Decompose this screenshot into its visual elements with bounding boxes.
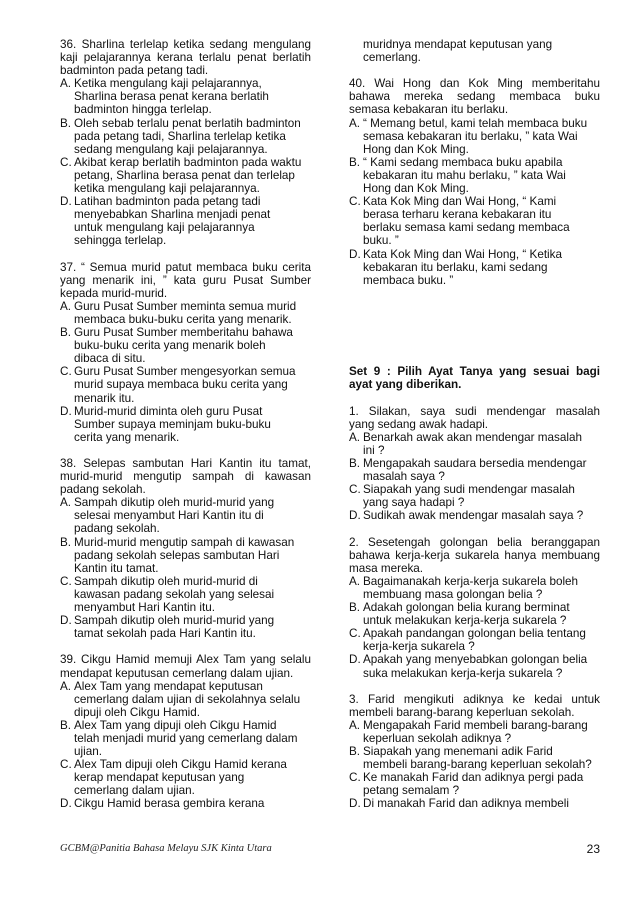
option-letter: D.	[60, 404, 72, 418]
option-letter: C.	[349, 195, 361, 209]
option-letter: D.	[60, 614, 72, 628]
answer-option	[349, 771, 600, 797]
option-text	[363, 195, 600, 247]
text-line: dibaca di situ.	[74, 352, 146, 366]
option-letter: B.	[349, 155, 361, 169]
text-line: Kantin itu tamat.	[74, 561, 159, 575]
text-line: Kata Kok Ming dan Wai Hong, “ Kami	[363, 195, 557, 209]
text-line: Hong dan Kok Ming.	[363, 142, 469, 156]
text-line: yang saya hadapi ?	[363, 496, 465, 510]
text-line: Murid-murid mengutip sampah di kawasan	[74, 535, 295, 549]
text-line: kebakaran itu mahu berlaku, ” kata Wai	[363, 168, 566, 182]
text-line: suka melakukan kerja-kerja sukarela ?	[363, 666, 563, 680]
text-line: telah menjadi murid yang cemerlang dalam	[74, 731, 298, 745]
text-line: Mengapakah saudara bersedia mendengar	[363, 457, 587, 470]
text-line: padang sekolah.	[60, 483, 146, 497]
text-line: padang sekolah selepas sambutan Hari	[74, 548, 280, 562]
text-line: semasa kebakaran itu berlaku.	[349, 103, 509, 117]
answer-option	[60, 117, 311, 156]
spacer	[349, 287, 600, 300]
answer-option	[349, 745, 600, 771]
text-line: Mengapakah Farid membeli barang-barang	[363, 718, 588, 732]
answer-option	[349, 653, 600, 679]
text-line: membaca buku. ”	[363, 273, 454, 287]
text-line: selesai menyambut Hari Kantin itu di	[74, 509, 264, 523]
text-line: Bagaimanakah kerja-kerja sukarela boleh	[363, 574, 579, 588]
section-heading	[349, 365, 600, 391]
text-line: membuang masa golongan belia ?	[363, 587, 543, 601]
option-text	[363, 457, 600, 483]
text-line: 1. Silakan, saya sudi mendengar masalah	[349, 404, 600, 418]
text-line: kebakaran itu berlaku, kami sedang	[363, 260, 548, 274]
spacer	[349, 392, 600, 405]
option-letter: D.	[60, 195, 72, 209]
option-letter: A.	[349, 116, 361, 130]
answer-option	[60, 536, 311, 575]
text-line: sehingga terlelap.	[74, 234, 167, 248]
answer-option	[349, 601, 600, 627]
option-letter	[349, 38, 363, 64]
text-line: untuk melakukan kerja-kerja sukarela ?	[363, 614, 567, 628]
answer-option	[60, 77, 311, 116]
text-line: masalah saya ?	[363, 470, 445, 484]
answer-option	[60, 195, 311, 247]
text-line: cemerlang dalam ujian di sekolahnya selalu	[74, 692, 301, 706]
text-line: membaca buku-buku cerita yang menarik.	[74, 312, 292, 326]
text-line: cemerlang dalam ujian.	[74, 784, 195, 798]
text-line: ini ?	[363, 443, 385, 457]
text-line: cerita yang menarik.	[74, 430, 180, 444]
text-line: petang semalam ?	[363, 784, 460, 798]
text-line: Apakah yang menyebabkan golongan belia	[363, 653, 588, 667]
option-text	[363, 483, 600, 509]
text-line: menyambut Hari Kantin itu.	[74, 601, 215, 615]
text-line: Kata Kok Ming dan Wai Hong, “ Ketika	[363, 247, 563, 261]
text-line: Sumber supaya meminjam buku-buku	[74, 417, 271, 431]
answer-option	[349, 431, 600, 457]
option-text	[74, 680, 311, 719]
option-text	[74, 156, 311, 195]
text-line: ketika mengulang kaji pelajarannya.	[74, 182, 260, 196]
text-line: Alex Tam yang dipuji oleh Cikgu Hamid	[74, 718, 277, 732]
text-line: Siapakah yang sudi mendengar masalah	[363, 483, 575, 497]
text-line: yang sedang awak hadapi.	[349, 417, 489, 431]
answer-option	[60, 575, 311, 614]
option-text	[74, 365, 311, 404]
option-text	[363, 771, 600, 797]
option-text	[363, 719, 600, 745]
option-text	[74, 326, 311, 365]
option-letter: B.	[60, 718, 72, 732]
text-line: pada petang tadi, Sharlina terlelap ketika	[74, 129, 286, 143]
text-line: cemerlang.	[363, 51, 421, 65]
text-line: Di manakah Farid dan adiknya membeli	[363, 797, 569, 811]
option-letter: D.	[349, 509, 361, 523]
spacer	[349, 522, 600, 535]
text-line: Murid-murid diminta oleh guru Pusat	[74, 404, 263, 418]
answer-option	[349, 575, 600, 601]
text-line: buku. ”	[363, 234, 399, 248]
answer-option	[60, 614, 311, 640]
text-line: bahawa mereka sedang membaca buku	[349, 90, 600, 104]
text-line: membeli barang-barang keperluan sekolah?	[363, 758, 592, 772]
footer-credit: GCBM@Panitia Bahasa Melayu SJK Kinta Utara	[60, 843, 272, 854]
text-line: sedang mengulang kaji pelajarannya.	[74, 142, 268, 156]
spacer	[60, 248, 311, 261]
text-line: Guru Pusat Sumber meminta semua murid	[74, 299, 297, 313]
text-line: berlaku semasa kami sedang membaca	[363, 221, 570, 235]
option-text	[74, 496, 311, 535]
text-line: mendapat keputusan cemerlang dalam ujian.	[60, 666, 294, 680]
spacer	[349, 326, 600, 339]
answer-option	[60, 156, 311, 195]
text-line: Cikgu Hamid berasa gembira kerana	[74, 797, 265, 811]
text-line: membeli barang-barang keperluan sekolah.	[349, 705, 575, 719]
answer-option	[349, 719, 600, 745]
option-text	[363, 248, 600, 287]
text-line: kawasan padang sekolah yang selesai	[74, 587, 275, 601]
text-line: keperluan sekolah adiknya ?	[363, 731, 512, 745]
text-line: Alex Tam yang mendapat keputusan	[74, 679, 263, 693]
answer-option	[60, 326, 311, 365]
left-column	[60, 38, 311, 811]
text-line: 39. Cikgu Hamid memuji Alex Tam yang selalu	[60, 653, 311, 667]
text-line: untuk mengulang kaji pelajarannya	[74, 221, 255, 235]
answer-option	[349, 509, 600, 522]
option-text	[74, 758, 311, 797]
answer-option	[349, 483, 600, 509]
spacer	[60, 640, 311, 653]
question-stem	[349, 405, 600, 431]
spacer	[349, 680, 600, 693]
question-stem	[349, 536, 600, 575]
option-text	[363, 509, 600, 522]
option-text	[74, 77, 311, 116]
text-line: 38. Selepas sambutan Hari Kantin itu tamat,	[60, 457, 311, 470]
text-line: 40. Wai Hong dan Kok Ming memberitahu	[349, 77, 600, 91]
answer-option	[60, 496, 311, 535]
text-line: kerja-kerja sukarela ?	[363, 640, 475, 654]
option-letter: A.	[60, 496, 72, 510]
option-letter: B.	[60, 326, 72, 340]
text-line: padang sekolah.	[74, 522, 160, 536]
text-line: Set 9 : Pilih Ayat Tanya yang sesuai bagi	[349, 365, 600, 379]
option-letter: B.	[60, 535, 72, 549]
question-stem	[60, 457, 311, 496]
text-line: Hong dan Kok Ming.	[363, 182, 469, 196]
text-line: Oleh sebab terlalu penat berlatih badminton	[74, 116, 301, 130]
option-letter: D.	[349, 653, 361, 667]
question-stem	[60, 261, 311, 300]
spacer	[60, 444, 311, 457]
option-text	[363, 575, 600, 601]
option-text	[363, 745, 600, 771]
text-line: Benarkah awak akan mendengar masalah	[363, 430, 582, 444]
text-line: Guru Pusat Sumber memberitahu bahawa	[74, 326, 293, 340]
question-stem	[60, 653, 311, 679]
option-letter: C.	[60, 365, 72, 379]
question-stem	[349, 693, 600, 719]
option-letter: A.	[349, 574, 361, 588]
text-line: Apakah pandangan golongan belia tentang	[363, 627, 586, 641]
option-text	[74, 614, 311, 640]
option-text	[363, 38, 600, 64]
text-line: badminton pada petang tadi.	[60, 64, 209, 78]
option-text	[74, 575, 311, 614]
option-text	[74, 536, 311, 575]
spacer	[349, 300, 600, 313]
text-line: ayat yang diberikan.	[349, 378, 462, 392]
text-line: Sampah dikutip oleh murid-murid yang	[74, 496, 275, 510]
answer-option	[60, 719, 311, 758]
text-line: semasa kebakaran itu berlaku, ” kata Wai	[363, 129, 578, 143]
option-text	[363, 601, 600, 627]
text-line: 36. Sharlina terlelap ketika sedang mengulang	[60, 38, 311, 51]
text-line: murid-murid mengutip sampah di kawasan	[60, 470, 311, 484]
question-stem	[60, 38, 311, 77]
text-line: Sampah dikutip oleh murid-murid di	[74, 574, 258, 588]
option-text	[363, 627, 600, 653]
option-letter: C.	[60, 155, 72, 169]
spacer	[349, 352, 600, 365]
text-line: menyebabkan Sharlina menjadi penat	[74, 208, 271, 222]
answer-option	[349, 156, 600, 195]
option-text	[74, 195, 311, 247]
option-letter: A.	[349, 430, 361, 444]
text-line: menarik itu.	[74, 391, 135, 405]
text-line: “ Memang betul, kami telah membaca buku	[363, 116, 588, 130]
text-line: bahawa kerja-kerja sukarela hanya membuang	[349, 548, 600, 562]
text-line: ujian.	[74, 745, 102, 759]
text-line: kerap mendapat keputusan yang	[74, 771, 245, 785]
option-letter: D.	[60, 797, 72, 811]
text-line: Siapakah yang menemani adik Farid	[363, 745, 553, 759]
option-text	[74, 117, 311, 156]
text-line: Guru Pusat Sumber mengesyorkan semua	[74, 365, 296, 379]
option-text	[74, 300, 311, 326]
text-line: Ketika mengulang kaji pelajarannya,	[74, 77, 262, 91]
spacer	[349, 64, 600, 77]
text-line: 3. Farid mengikuti adiknya ke kedai untuk	[349, 692, 600, 706]
option-letter: B.	[349, 457, 361, 470]
answer-option	[349, 457, 600, 483]
option-text	[363, 156, 600, 195]
text-line: kepada murid-murid.	[60, 286, 168, 300]
option-letter: A.	[349, 718, 361, 732]
answer-option	[349, 627, 600, 653]
answer-option	[60, 405, 311, 444]
text-line: muridnya mendapat keputusan yang	[363, 38, 553, 51]
answer-option	[349, 38, 600, 64]
text-line: Adakah golongan belia kurang berminat	[363, 601, 570, 615]
text-line: kaji pelajarannya kerana terlalu penat berlatih	[60, 51, 311, 65]
text-line: dipuji oleh Cikgu Hamid.	[74, 705, 201, 719]
answer-option	[60, 365, 311, 404]
text-line: Alex Tam dipuji oleh Cikgu Hamid kerana	[74, 758, 287, 772]
option-letter: C.	[60, 574, 72, 588]
text-line: berasa terharu kerana kebakaran itu	[363, 208, 552, 222]
option-letter: A.	[60, 77, 72, 91]
text-line: 2. Sesetengah golongan belia beranggapan	[349, 535, 600, 549]
option-letter: A.	[60, 679, 72, 693]
text-line: yang menarik ini, ” kata guru Pusat Sumber	[60, 273, 311, 287]
spacer	[349, 339, 600, 352]
text-line: tamat sekolah pada Hari Kantin itu.	[74, 627, 256, 641]
answer-option	[349, 195, 600, 247]
option-letter: A.	[60, 299, 72, 313]
question-stem	[349, 77, 600, 116]
text-line: “ Kami sedang membaca buku apabila	[363, 155, 563, 169]
text-line: murid supaya membaca buku cerita yang	[74, 378, 288, 392]
option-text	[363, 797, 600, 810]
option-letter: B.	[349, 745, 361, 759]
option-text	[363, 431, 600, 457]
option-text	[363, 117, 600, 156]
text-line: masa mereka.	[349, 561, 424, 575]
page-number: 23	[586, 842, 600, 856]
option-letter: D.	[349, 797, 361, 811]
answer-option	[349, 797, 600, 810]
option-letter: C.	[60, 758, 72, 772]
answer-option	[349, 117, 600, 156]
text-line: badminton hingga terlelap.	[74, 103, 212, 117]
right-column	[349, 38, 600, 811]
option-letter: D.	[349, 247, 361, 261]
answer-option	[60, 680, 311, 719]
text-line: Latihan badminton pada petang tadi	[74, 195, 261, 209]
text-line: petang, Sharlina berasa penat dan terlelap	[74, 168, 295, 182]
option-letter: B.	[349, 601, 361, 615]
answer-option	[349, 248, 600, 287]
option-text	[74, 797, 311, 810]
option-letter: C.	[349, 627, 361, 641]
option-text	[74, 405, 311, 444]
option-letter: C.	[349, 771, 361, 785]
option-text	[363, 653, 600, 679]
option-letter: C.	[349, 483, 361, 497]
text-line: Sampah dikutip oleh murid-murid yang	[74, 614, 275, 628]
text-line: Sharlina berasa penat kerana berlatih	[74, 90, 269, 104]
option-text	[74, 719, 311, 758]
text-line: Ke manakah Farid dan adiknya pergi pada	[363, 771, 584, 785]
text-line: buku-buku cerita yang menarik boleh	[74, 339, 266, 353]
text-line: Sudikah awak mendengar masalah saya ?	[363, 509, 584, 523]
answer-option	[60, 758, 311, 797]
spacer	[349, 313, 600, 326]
answer-option	[60, 797, 311, 810]
text-line: 37. “ Semua murid patut membaca buku cerita	[60, 260, 311, 274]
option-letter: B.	[60, 116, 72, 130]
answer-option	[60, 300, 311, 326]
text-line: Akibat kerap berlatih badminton pada waktu	[74, 155, 302, 169]
